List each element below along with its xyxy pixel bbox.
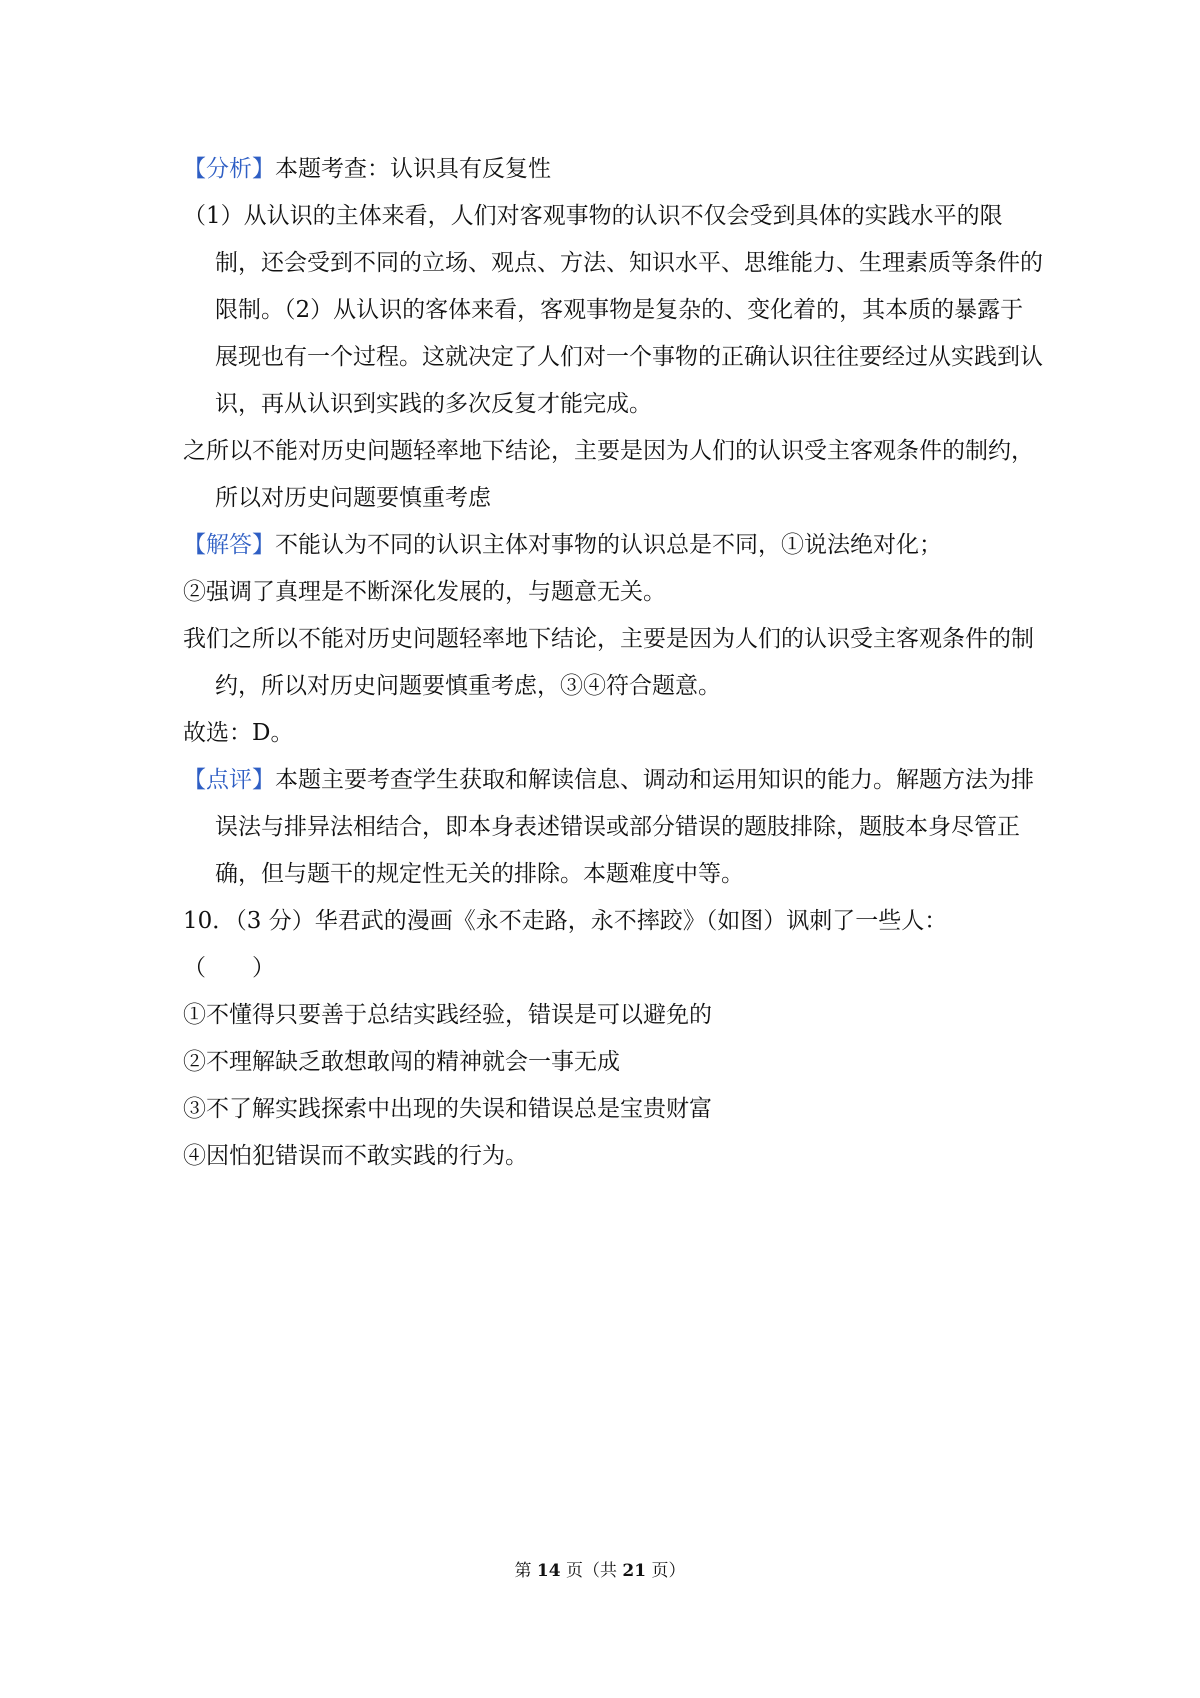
answer-line1 bbox=[183, 522, 1043, 569]
answer-line2: ②强调了真理是不断深化发展的，与题意无关。 bbox=[183, 579, 666, 605]
question-10-option-2: ②不理解缺乏敢想敢闯的精神就会一事无成 bbox=[183, 1049, 620, 1075]
analysis-heading bbox=[183, 146, 1043, 193]
footer-page-number: 14 bbox=[536, 1561, 561, 1581]
analysis-tag: 【分析】 bbox=[183, 156, 275, 182]
footer-prefix: 第 bbox=[514, 1561, 537, 1581]
footer-suffix: 页） bbox=[646, 1561, 686, 1581]
comment-tag: 【点评】 bbox=[183, 767, 275, 793]
analysis-point1: （1）从认识的主体来看，人们对客观事物的认识不仅会受到具体的实践水平的限制，还会受到不同的立场、观点、方法、知识水平、思维能力、生理素质等条件的限制。（2）从认识的客体来看，客观事物是复杂的、变化着的，其本质的暴露于展现也有一个过程。这就决定了人们对一个事物的正确认识往往要经过从实践到认识，再从认识到实践的多次反复才能完成。 bbox=[183, 203, 1043, 417]
comment-paragraph bbox=[183, 757, 1043, 898]
comment-text: 本题主要考查学生获取和解读信息、调动和运用知识的能力。解题方法为排误法与排异法相结合，即本身表述错误或部分错误的题肢排除，题肢本身尽管正确，但与题干的规定性无关的排除。本题难度中等。 bbox=[215, 767, 1034, 887]
answer-tag: 【解答】 bbox=[183, 532, 275, 558]
question-10-option-4: ④因怕犯错误而不敢实践的行为。 bbox=[183, 1143, 528, 1169]
page-content bbox=[183, 146, 1043, 1180]
question-10-option-3: ③不了解实践探索中出现的失误和错误总是宝贵财富 bbox=[183, 1096, 712, 1122]
analysis-conclusion: 之所以不能对历史问题轻率地下结论，主要是因为人们的认识受主客观条件的制约，所以对历史问题要慎重考虑 bbox=[183, 438, 1034, 511]
page-footer bbox=[0, 1556, 1200, 1581]
answer-text-1: 不能认为不同的认识主体对事物的认识总是不同，①说法绝对化； bbox=[275, 532, 942, 558]
answer-line3: 我们之所以不能对历史问题轻率地下结论，主要是因为人们的认识受主客观条件的制约，所以对历史问题要慎重考虑，③④符合题意。 bbox=[183, 626, 1034, 699]
analysis-text: 本题考查：认识具有反复性 bbox=[275, 156, 551, 182]
footer-middle: 页（共 bbox=[560, 1561, 623, 1581]
answer-choice: 故选：D。 bbox=[183, 720, 294, 746]
question-10-option-1: ①不懂得只要善于总结实践经验，错误是可以避免的 bbox=[183, 1002, 712, 1028]
question-10-blank: （ ） bbox=[183, 955, 275, 981]
footer-total-pages: 21 bbox=[622, 1561, 647, 1581]
question-10-stem: 10．（3 分）华君武的漫画《永不走路，永不摔跤》（如图）讽刺了一些人： bbox=[183, 908, 948, 934]
